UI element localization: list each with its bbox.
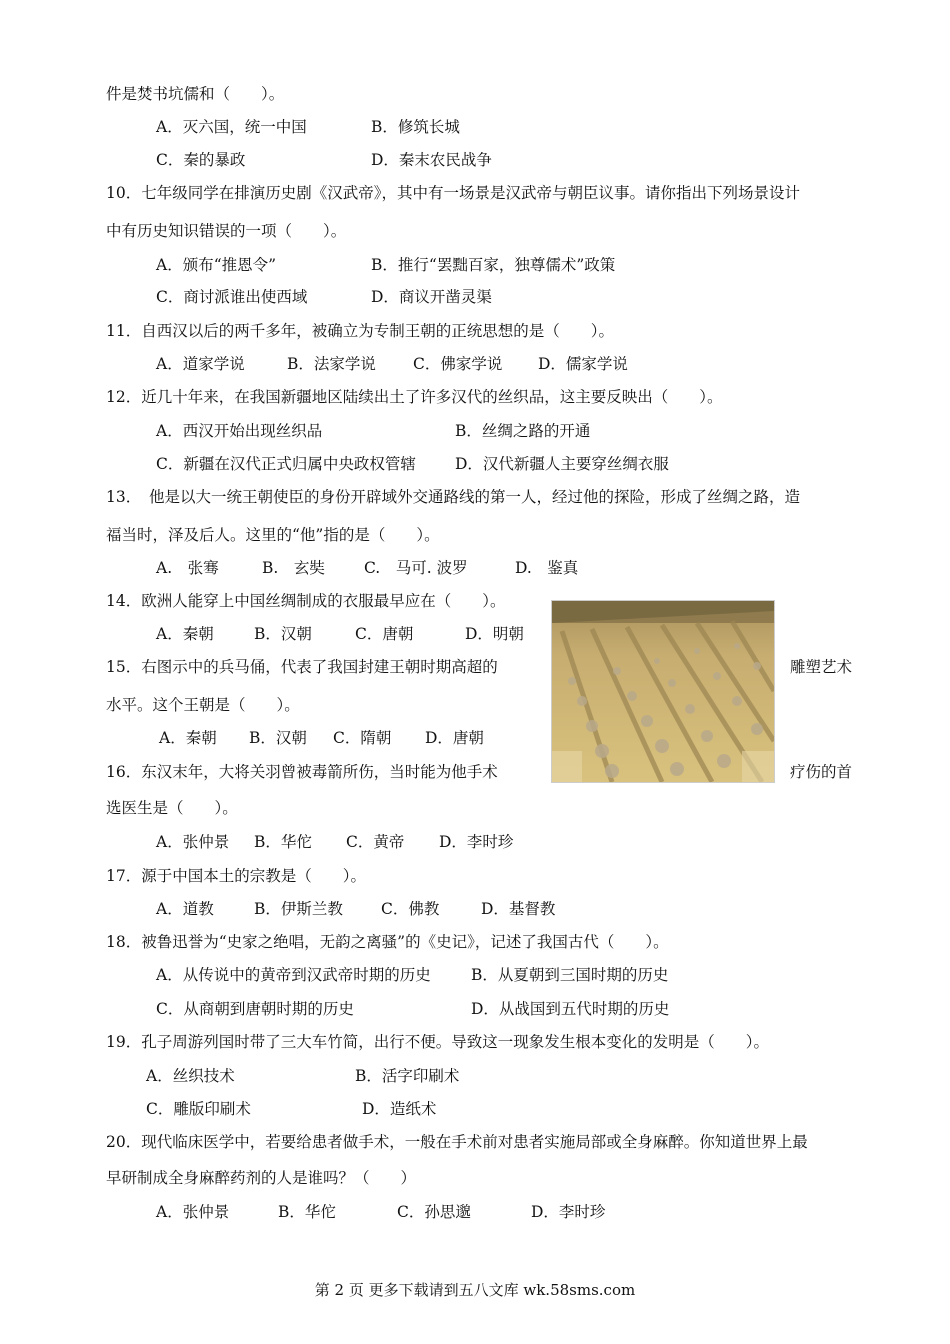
q20-text: 20．现代临床医学中，若要给患者做手术，一般在手术前对患者实施局部或全身麻醉。你知道世界上最: [106, 1133, 808, 1151]
q10-text-cont: 中有历史知识错误的一项（ ）。: [106, 222, 347, 240]
q14-text: 14．欧洲人能穿上中国丝绸制成的衣服最早应在（ ）。: [106, 592, 506, 610]
q15-text: 15．右图示中的兵马俑，代表了我国封建王朝时期高超的: [106, 658, 498, 676]
q12-text: 12．近几十年来，在我国新疆地区陆续出土了许多汉代的丝织品，这主要反映出（ ）。: [106, 388, 723, 406]
q11-option-d: D．儒家学说: [538, 355, 628, 373]
terracotta-army-image: [552, 601, 774, 782]
q13-option-a: A. 张骞: [156, 559, 219, 577]
q9-option-c: C．秦的暴政: [156, 151, 246, 169]
q16-text-right: 疗伤的首: [790, 763, 853, 781]
q9-option-d: D．秦末农民战争: [371, 151, 492, 169]
q9-option-a: A．灭六国，统一中国: [156, 118, 307, 136]
q10-option-b: B．推行“罢黜百家，独尊儒术”政策: [371, 256, 616, 274]
q13-option-c: C. 马可. 波罗: [364, 559, 468, 577]
q19-option-c: C．雕版印刷术: [146, 1100, 251, 1118]
q16-option-c: C．黄帝: [346, 833, 405, 851]
q15-option-c: C．隋朝: [333, 729, 392, 747]
q20-option-c: C．孙思邈: [397, 1203, 471, 1221]
q14-option-d: D．明朝: [465, 625, 524, 643]
page-footer: 第 2 页 更多下载请到五八文库 wk.58sms.com: [314, 1281, 636, 1299]
q13-option-d: D. 鉴真: [515, 559, 579, 577]
q11-text: 11．自西汉以后的两千多年，被确立为专制王朝的正统思想的是（ ）。: [106, 322, 614, 340]
q11-option-a: A．道家学说: [156, 355, 245, 373]
q10-option-a: A．颁布“推恩令”: [156, 256, 277, 274]
q11-option-c: C．佛家学说: [413, 355, 503, 373]
q14-option-a: A．秦朝: [156, 625, 214, 643]
q13-option-b: B. 玄奘: [262, 559, 325, 577]
q19-option-b: B．活字印刷术: [355, 1067, 460, 1085]
q12-option-a: A．西汉开始出现丝织品: [156, 422, 323, 440]
q16-text-cont: 选医生是（ ）。: [106, 799, 238, 817]
q19-text: 19．孔子周游列国时带了三大车竹简，出行不便。导致这一现象发生根本变化的发明是（ ）。: [106, 1033, 769, 1051]
q18-option-a: A．从传说中的黄帝到汉武帝时期的历史: [156, 966, 431, 984]
q14-option-c: C．唐朝: [355, 625, 414, 643]
q17-option-c: C．佛教: [381, 900, 440, 918]
q16-text: 16．东汉末年，大将关羽曾被毒箭所伤，当时能为他手术: [106, 763, 498, 781]
q13-text-cont: 福当时，泽及后人。这里的“他”指的是（ ）。: [106, 526, 440, 544]
q15-text-cont: 水平。这个王朝是（ ）。: [106, 696, 300, 714]
q20-text-cont: 早研制成全身麻醉药剂的人是谁吗？（ ）: [106, 1169, 417, 1187]
q18-option-c: C．从商朝到唐朝时期的历史: [156, 1000, 354, 1018]
terracotta-army-photo: [551, 600, 775, 783]
q18-text: 18．被鲁迅誉为“史家之绝唱，无韵之离骚”的《史记》，记述了我国古代（ ）。: [106, 933, 669, 951]
q15-option-d: D．唐朝: [425, 729, 484, 747]
q9-option-b: B．修筑长城: [371, 118, 460, 136]
q18-option-b: B．从夏朝到三国时期的历史: [471, 966, 669, 984]
q12-option-c: C．新疆在汉代正式归属中央政权管辖: [156, 455, 416, 473]
q15-option-a: A．秦朝: [159, 729, 217, 747]
q19-option-d: D．造纸术: [362, 1100, 437, 1118]
q15-text-right: 雕塑艺术: [790, 658, 853, 676]
q20-option-a: A．张仲景: [156, 1203, 230, 1221]
q11-option-b: B．法家学说: [287, 355, 376, 373]
q16-option-a: A．张仲景: [156, 833, 230, 851]
q12-option-d: D．汉代新疆人主要穿丝绸衣服: [455, 455, 669, 473]
q18-option-d: D．从战国到五代时期的历史: [471, 1000, 670, 1018]
q16-option-d: D．李时珍: [439, 833, 514, 851]
q17-option-d: D．基督教: [481, 900, 556, 918]
q17-text: 17．源于中国本土的宗教是（ ）。: [106, 867, 366, 885]
q16-option-b: B．华佗: [254, 833, 312, 851]
q14-option-b: B．汉朝: [254, 625, 312, 643]
q13-text: 13． 他是以大一统王朝使臣的身份开辟域外交通路线的第一人，经过他的探险，形成了丝绸之路，造: [106, 488, 800, 506]
q9-tail: 件是焚书坑儒和（ ）。: [106, 85, 285, 103]
q20-option-b: B．华佗: [278, 1203, 336, 1221]
q17-option-b: B．伊斯兰教: [254, 900, 343, 918]
q20-option-d: D．李时珍: [531, 1203, 606, 1221]
q17-option-a: A．道教: [156, 900, 214, 918]
q10-option-c: C．商讨派谁出使西域: [156, 288, 308, 306]
q10-option-d: D．商议开凿灵渠: [371, 288, 492, 306]
q19-option-a: A．丝织技术: [146, 1067, 235, 1085]
q10-text: 10．七年级同学在排演历史剧《汉武帝》，其中有一场景是汉武帝与朝臣议事。请你指出下列场景设计: [106, 184, 800, 202]
q15-option-b: B．汉朝: [249, 729, 307, 747]
q12-option-b: B．丝绸之路的开通: [455, 422, 591, 440]
